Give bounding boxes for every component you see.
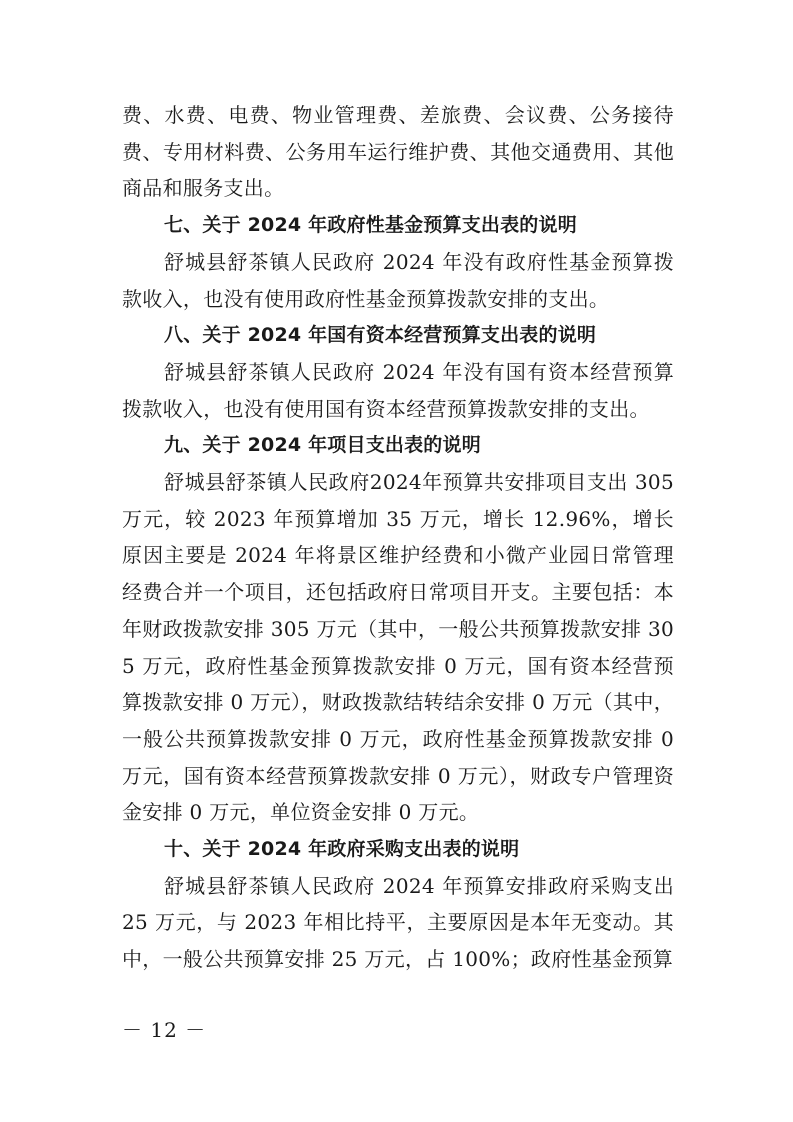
section-body-7: 舒城县舒茶镇人民政府 2024 年没有政府性基金预算拨款收入，也没有使用政府性基金预算拨款安排的支出。 (122, 249, 674, 311)
section-heading-9: 九、关于 2024 年项目支出表的说明 (164, 434, 481, 457)
section-body-10: 舒城县舒茶镇人民政府 2024 年预算安排政府采购支出 25 万元，与 2023 年相比持平，主要原因是本年无变动。其中，一般公共预算安排 25 万元，占 100%；政府性基金预算 (122, 873, 674, 972)
section-heading-8: 八、关于 2024 年国有资本经营预算支出表的说明 (164, 324, 597, 347)
section-heading-10: 十、关于 2024 年政府采购支出表的说明 (164, 838, 520, 861)
section-heading-7: 七、关于 2024 年政府性基金预算支出表的说明 (164, 214, 577, 237)
section-body-8: 舒城县舒茶镇人民政府 2024 年没有国有资本经营预算拨款收入，也没有使用国有资本经营预算拨款安排的支出。 (122, 359, 674, 421)
page-number: － 12 － (122, 1018, 207, 1042)
continued-paragraph: 费、水费、电费、物业管理费、差旅费、会议费、公务接待费、专用材料费、公务用车运行维护费、其他交通费用、其他商品和服务支出。 (122, 103, 674, 201)
document-content (122, 97, 674, 978)
section-body-9: 舒城县舒茶镇人民政府2024年预算共安排项目支出 305 万元，较 2023 年预算增加 35 万元，增长 12.96%，增长原因主要是 2024 年将景区维护经费和小微产业园日常管理经费合并一个项目，还包括政府日常项目开支。主要包括：本年财政拨款安排 305 万元（其中，一般公共预算拨款安排 305 万元，政府性基金预算拨款安排 0 万元，国有资本经营预算拨款安排 0 万元），财政拨款结转结余安排 0 万元（其中，一般公共预算拨款安排 0 万元，政府性基金预算拨款安排 0 万元，国有资本经营预算拨款安排 0 万元），财政专户管理资金安排 0 万元，单位资金安排 0 万元。 (122, 470, 674, 825)
